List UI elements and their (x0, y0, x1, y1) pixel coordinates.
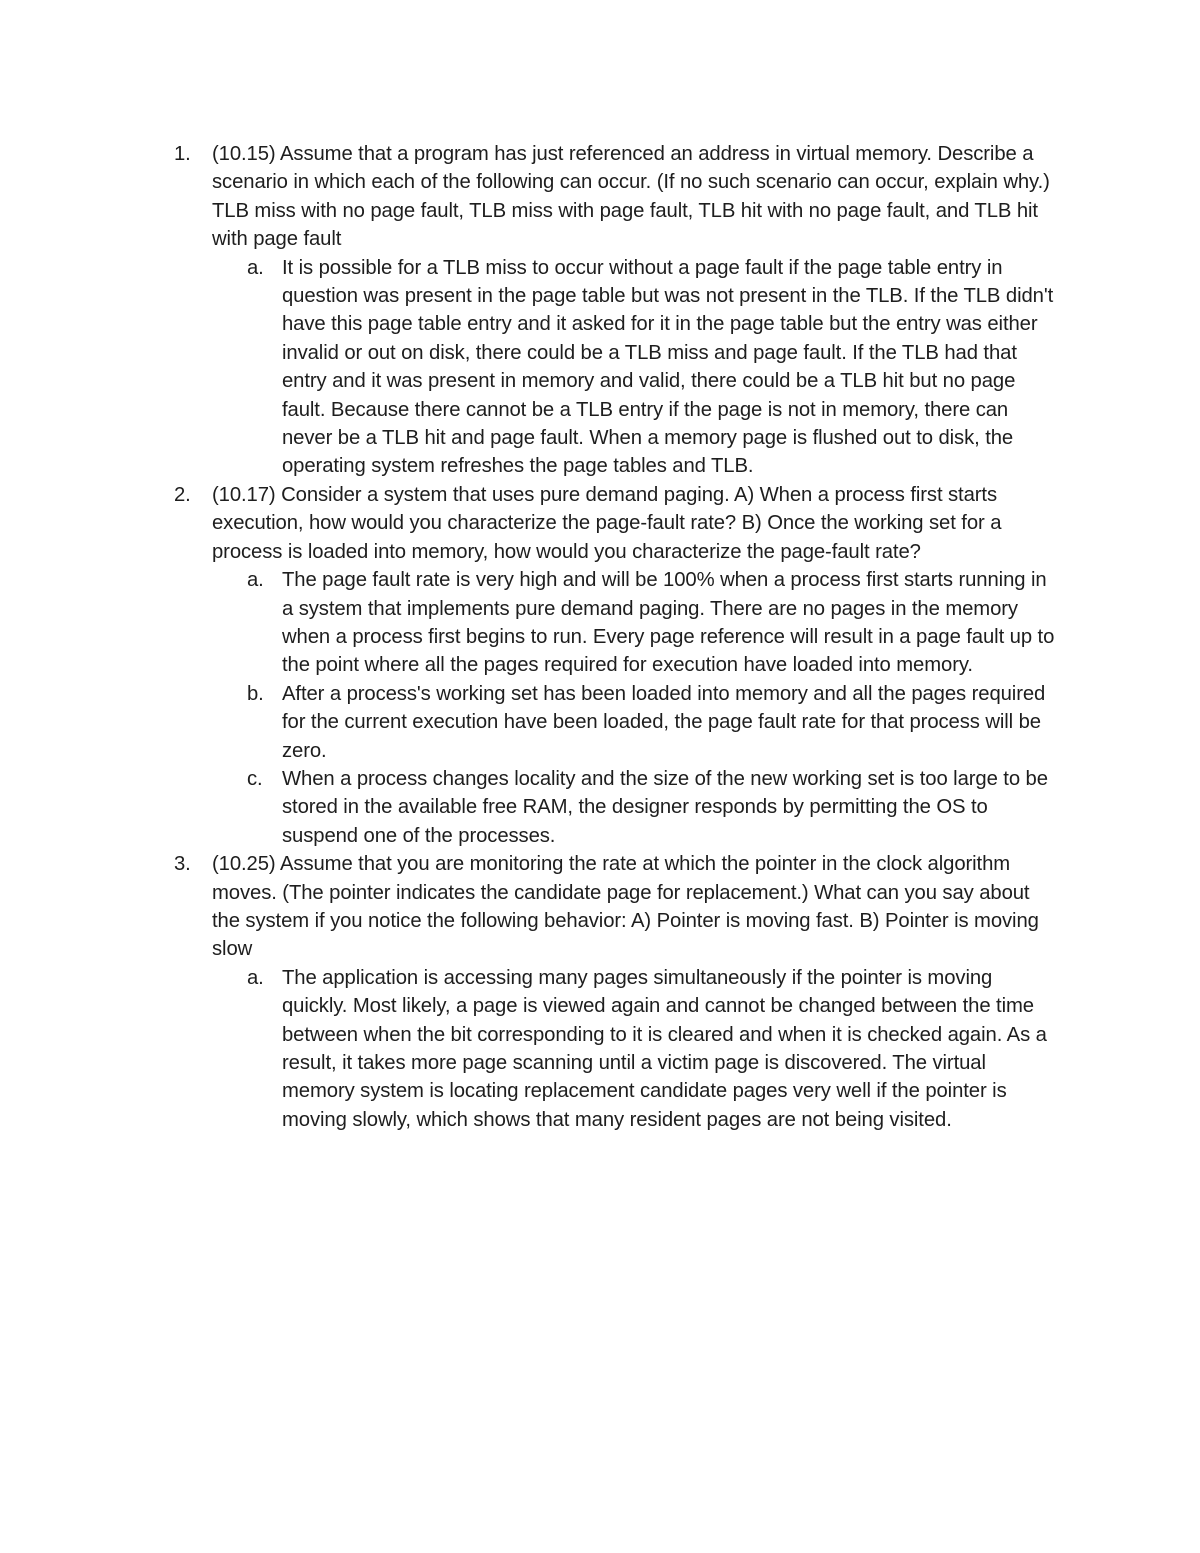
question-3 (174, 850, 1062, 1134)
answer-text: The application is accessing many pages simultaneously if the pointer is moving quickly. Most likely, a page is viewed again and cannot be changed between the time between when the bit corresponding to it is cleared and when it is checked again. As a result, it takes more page scanning until a victim page is discovered. The virtual memory system is locating replacement candidate pages very well if the pointer is moving slowly, which shows that many resident pages are not being visited. (282, 966, 1047, 1131)
answer-item (247, 566, 1062, 680)
question-text: (10.25) Assume that you are monitoring the rate at which the pointer in the clock algorithm moves. (The pointer indicates the candidate page for replacement.) What can you say about the system if you notice the following behavior: A) Pointer is moving fast. B) Pointer is moving slow (212, 853, 1039, 961)
answer-text: It is possible for a TLB miss to occur without a page fault if the page table entry in question was present in the page table but was not present in the TLB. If the TLB didn't have this page table entry and it asked for it in the page table but the entry was either invalid or out on disk, there could be a TLB miss and page fault. If the TLB had that entry and it was present in memory and valid, there could be a TLB hit but no page fault. Because there cannot be a TLB entry if the page is not in memory, there can never be a TLB hit and page fault. When a memory page is flushed out to disk, the operating system refreshes the page tables and TLB. (282, 256, 1054, 478)
question-number: 1. (174, 143, 191, 165)
answer-item (247, 964, 1062, 1134)
question-text: (10.15) Assume that a program has just referenced an address in virtual memory. Describe a scenario in which each of the following can occur. (If no such scenario can occur, explain why.) TLB miss with no page fault, TLB miss with page fault, TLB hit with no page fault, and TLB hit with page fault (212, 143, 1050, 251)
answer-item (247, 254, 1062, 481)
answer-text: The page fault rate is very high and will be 100% when a process first starts running in a system that implements pure demand paging. There are no pages in the memory when a process first begins to run. Every page reference will result in a page fault up to the point where all the pages required for execution have loaded into memory. (282, 569, 1055, 677)
answer-list (212, 964, 1062, 1134)
answer-list (212, 566, 1062, 850)
answer-marker: a. (247, 966, 264, 989)
answer-item (247, 680, 1062, 765)
answer-marker: b. (247, 682, 264, 705)
question-text: (10.17) Consider a system that uses pure demand paging. A) When a process first starts execution, how would you characterize the page-fault rate? B) Once the working set for a process is loaded into memory, how would you characterize the page-fault rate? (212, 483, 1002, 563)
question-number: 3. (174, 853, 191, 876)
document-body (174, 140, 1062, 1134)
answer-text: After a process's working set has been loaded into memory and all the pages required for the current execution have been loaded, the page fault rate for that process will be zero. (282, 682, 1046, 762)
question-1 (174, 140, 1062, 481)
answer-text: When a process changes locality and the size of the new working set is too large to be stored in the available free RAM, the designer responds by permitting the OS to suspend one of the processes. (282, 767, 1048, 847)
question-number: 2. (174, 483, 191, 506)
answer-item (247, 765, 1062, 850)
answer-marker: c. (247, 767, 263, 790)
answer-marker: a. (247, 569, 264, 592)
question-2 (174, 481, 1062, 850)
answer-list (212, 254, 1062, 481)
answer-marker: a. (247, 256, 264, 279)
